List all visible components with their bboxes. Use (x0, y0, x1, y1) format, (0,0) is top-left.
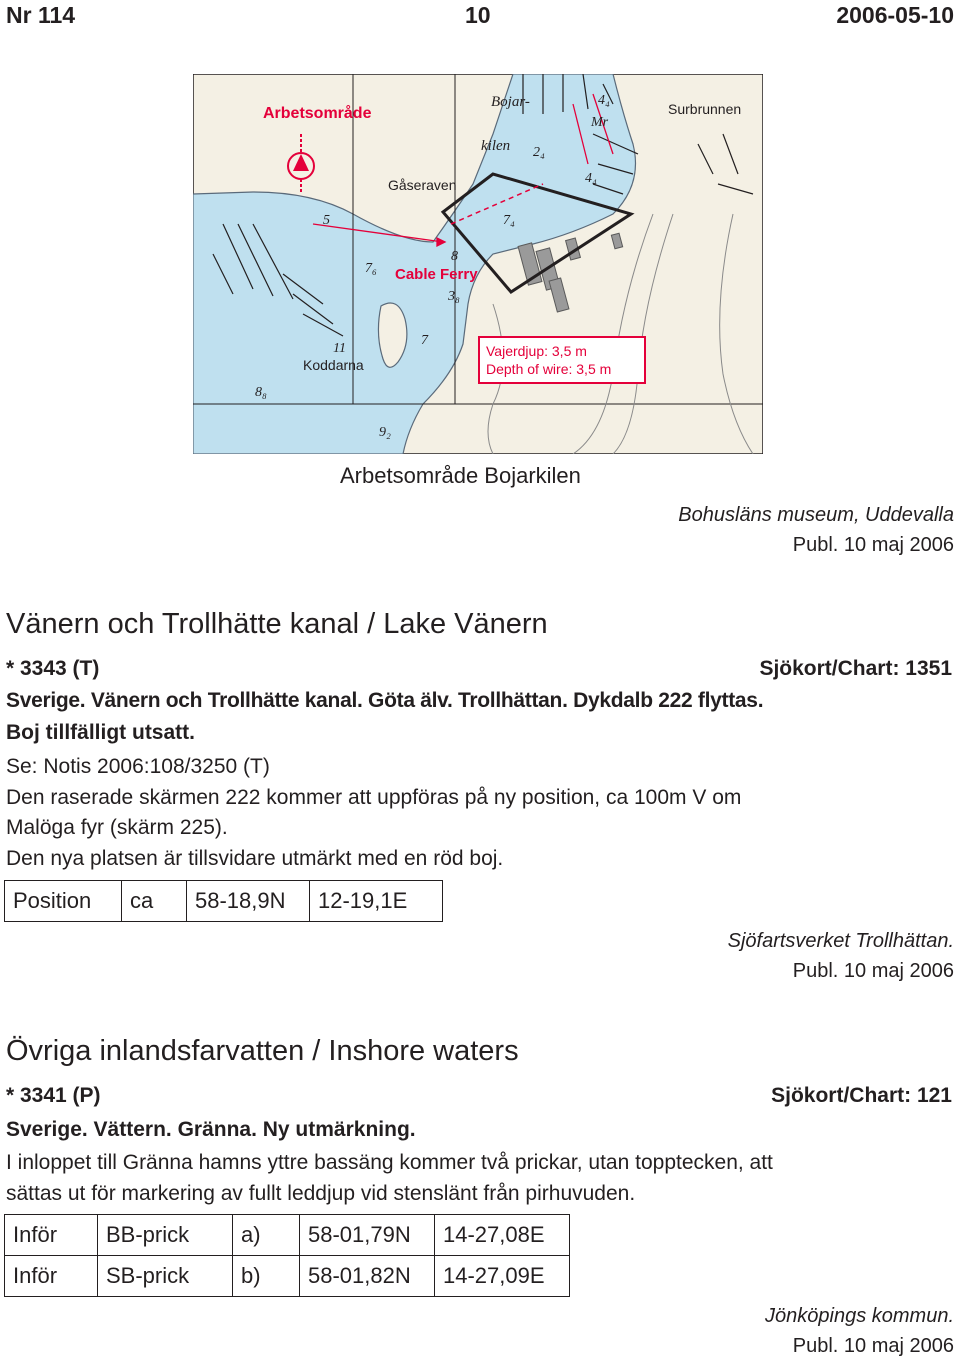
page-number: 10 (465, 2, 491, 28)
table-cell: 58-01,79N (300, 1215, 435, 1256)
table-cell: BB-prick (98, 1215, 233, 1256)
notice-text: Den nya platsen är tillsvidare utmärkt med en röd boj. (6, 847, 504, 870)
depth-label: 8 (451, 249, 458, 264)
notice-number: * 3343 (T) (6, 657, 100, 680)
issue-number: Nr 114 (6, 2, 76, 28)
table-cell: b) (233, 1256, 300, 1297)
notice-text: sättas ut för markering av fullt leddjup vid stenslänt från pirhuvuden. (6, 1182, 636, 1205)
chart-number: Sjökort/Chart: 121 (771, 1084, 952, 1107)
place-surbrunnen: Surbrunnen (668, 101, 742, 117)
table-cell: SB-prick (98, 1256, 233, 1297)
table-cell: Position (5, 881, 122, 922)
table-cell: a) (233, 1215, 300, 1256)
notice-title: Sverige. Vättern. Gränna. Ny utmärkning. (6, 1118, 416, 1141)
table-cell: 58-01,82N (300, 1256, 435, 1297)
depth-label: 7₆ (365, 261, 377, 276)
table-cell: 12-19,1E (310, 881, 443, 922)
chart-number: Sjökort/Chart: 1351 (759, 657, 952, 680)
photo-credit: Bohusläns museum, Uddevalla (678, 504, 954, 526)
table-cell: 14-27,08E (435, 1215, 570, 1256)
notice-title: Sverige. Vänern och Trollhätte kanal. Göta älv. Trollhättan. Dykdalb 222 flyttas. (6, 689, 764, 712)
notice-text: I inloppet till Gränna hamns yttre bassäng kommer två prickar, utan topptecken, att (6, 1151, 773, 1174)
section-heading: Övriga inlandsfarvatten / Inshore waters (6, 1035, 519, 1067)
place-gaseraven: Gåseraven (388, 177, 457, 193)
source-credit: Jönköpings kommun. (765, 1305, 954, 1327)
publication-date: Publ. 10 maj 2006 (792, 534, 954, 556)
place-bojarkilen: Bojar- (491, 94, 530, 110)
wire-depth-en: Depth of wire: 3,5 m (486, 361, 612, 377)
depth-label: 4₄ (585, 171, 597, 186)
depth-label: 11 (333, 341, 346, 356)
cable-ferry-label: Cable Ferry (395, 266, 478, 283)
notice-title-cont: Boj tillfälligt utsatt. (6, 721, 195, 744)
depth-label: 8₈ (255, 385, 267, 400)
section-heading: Vänern och Trollhätte kanal / Lake Vänern (6, 608, 548, 640)
place-bojarkilen-cont: kilen (481, 138, 511, 154)
table-row (5, 881, 443, 922)
table-cell: Inför (5, 1256, 98, 1297)
notice-text: Malöga fyr (skärm 225). (6, 816, 228, 839)
depth-label: 5 (323, 213, 330, 228)
table-cell: ca (122, 881, 187, 922)
source-credit: Sjöfartsverket Trollhättan. (727, 930, 954, 952)
issue-date: 2006-05-10 (836, 2, 954, 28)
depth-label: 3₈ (448, 289, 460, 304)
map-caption: Arbetsområde Bojarkilen (340, 463, 581, 488)
table-cell: 58-18,9N (187, 881, 310, 922)
place-koddarna: Koddarna (303, 357, 364, 373)
publication-date: Publ. 10 maj 2006 (792, 1335, 954, 1357)
table-row (5, 1256, 570, 1297)
table-cell: Inför (5, 1215, 98, 1256)
table-cell: 14-27,09E (435, 1256, 570, 1297)
work-area-label: Arbetsområde (263, 105, 372, 122)
wire-depth-sv: Vajerdjup: 3,5 m (486, 343, 587, 359)
depth-label: 7₄ (503, 213, 515, 228)
depth-label: 9₂ (379, 425, 391, 440)
depth-label: 2₄ (533, 145, 545, 160)
notice-text: Se: Notis 2006:108/3250 (T) (6, 755, 270, 778)
depth-label: 4₄ (598, 93, 610, 108)
depth-label: Mr (591, 115, 609, 130)
table-row (5, 1215, 570, 1256)
marker-table (4, 1214, 570, 1297)
depth-label: 7 (421, 333, 428, 348)
notice-text: Den raserade skärmen 222 kommer att uppföras på ny position, ca 100m V om (6, 786, 742, 809)
position-table (4, 880, 443, 922)
nautical-chart-map (193, 74, 763, 454)
notice-number: * 3341 (P) (6, 1084, 101, 1107)
publication-date: Publ. 10 maj 2006 (792, 960, 954, 982)
